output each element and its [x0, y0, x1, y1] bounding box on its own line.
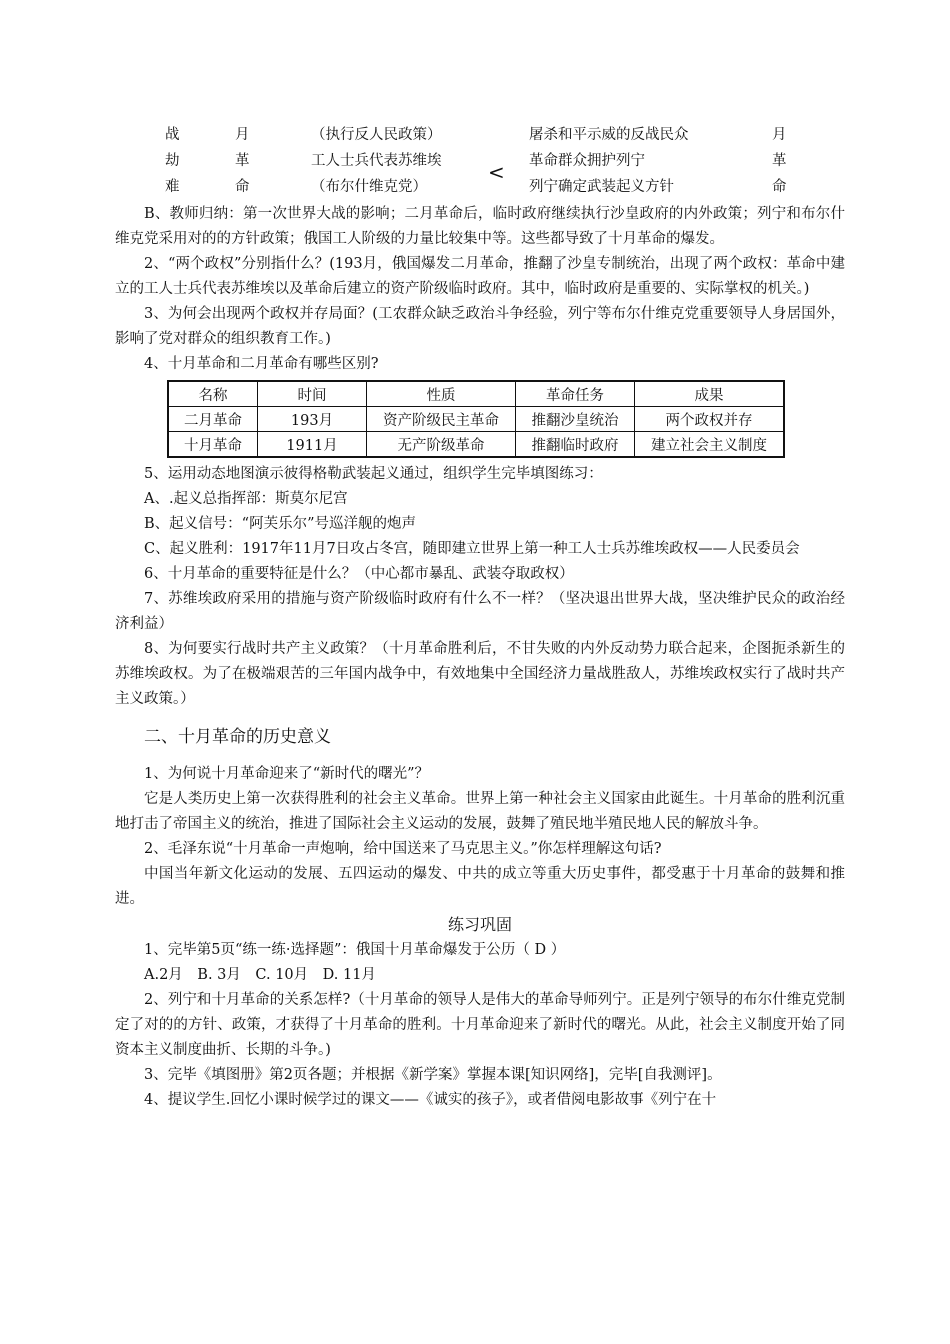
paragraph-item-a: A、.起义总指挥部：斯莫尔尼宫 [144, 491, 348, 507]
table-header-cell: 时间 [258, 381, 367, 407]
cause-diagram [115, 118, 845, 202]
diagram-col5-item: 月 [772, 127, 787, 143]
paragraph-sec2-question-2: 2、毛泽东说“十月革命一声炮响，给中国送来了马克思主义。”你怎样理解这句话? [144, 841, 662, 857]
paragraph-teacher-summary: B、教师归纳：第一次世界大战的影响；二月革命后，临时政府继续执行沙皇政府的内外政策；列宁和布尔什维克党采用对的的方针政策；俄国工人阶级的力量比较集中等。这些都导致了十月革命的爆发。 [115, 206, 845, 247]
paragraph-sec2-question-1: 1、为何说十月革命迎来了“新时代的曙光”？ [144, 766, 430, 782]
practice-heading: 练习巩固 [447, 915, 512, 934]
paragraph-item-b: B、起义信号：“阿芙乐尔”号巡洋舰的炮声 [144, 516, 416, 532]
section-2-heading: 二、十月革命的历史意义 [144, 727, 331, 747]
table-cell: 十月革命 [168, 432, 258, 458]
table-cell: 二月革命 [168, 407, 258, 432]
diagram-col4-item: 屠杀和平示威的反战民众 [529, 127, 689, 143]
paragraph-sec2-answer-1: 它是人类历史上第一次获得胜利的社会主义革命。世界上第一种社会主义国家由此诞生。十月革命的胜利沉重地打击了帝国主义的统治，推进了国际社会主义运动的发展，鼓舞了殖民地半殖民地人民的解放斗争。 [115, 791, 845, 832]
document-page [115, 118, 845, 1113]
paragraph-question-7: 7、苏维埃政府采用的措施与资产阶级临时政府有什么不一样？（坚决退出世界大战，坚决维护民众的政治经济利益） [115, 591, 845, 632]
table-cell: 推翻沙皇统治 [516, 407, 635, 432]
diagram-less-than-symbol: < [488, 160, 505, 184]
paragraph-practice-1: 1、完毕第5页“练一练·选择题”：俄国十月革命爆发于公历（ D ） [144, 942, 566, 958]
table-cell: 193月 [258, 407, 367, 432]
paragraph-practice-2: 2、列宁和十月革命的关系怎样?（十月革命的领导人是伟大的革命导师列宁。正是列宁领导的布尔什维克党制定了对的的方针、政策，才获得了十月革命的胜利。十月革命迎来了新时代的曙光。从此，社会主义制度开始了同资本主义制度曲折、长期的斗争。) [115, 992, 845, 1058]
diagram-col2-item: 革 [235, 153, 250, 169]
diagram-col3-item: （布尔什维克党） [311, 179, 427, 195]
paragraph-question-3: 3、为何会出现两个政权并存局面？(工农群众缺乏政治斗争经验，列宁等布尔什维克党重要领导人身居国外，影响了党对群众的组织教育工作。) [115, 306, 845, 347]
table-cell: 1911月 [258, 432, 367, 458]
diagram-col5-item: 命 [772, 179, 787, 195]
diagram-col4-item: 列宁确定武装起义方针 [529, 179, 674, 195]
diagram-col2-item: 月 [235, 127, 250, 143]
diagram-col2-item: 命 [235, 179, 250, 195]
revolution-comparison-table [167, 380, 785, 458]
table-cell: 无产阶级革命 [367, 432, 516, 458]
paragraph-practice-3: 3、完毕《填图册》第2页各题；并根据《新学案》掌握本课[知识网络]，完毕[自我测评]。 [144, 1067, 722, 1083]
table-cell: 资产阶级民主革命 [367, 407, 516, 432]
diagram-col3-item: （执行反人民政策） [311, 127, 442, 143]
diagram-col1-item: 难 [165, 179, 180, 195]
paragraph-item-c: C、起义胜利：1917年11月7日攻占冬宫，随即建立世界上第一种工人士兵苏维埃政权——人民委员会 [144, 541, 800, 557]
paragraph-question-5: 5、运用动态地图演示彼得格勒武装起义通过，组织学生完毕填图练习： [144, 466, 603, 482]
table-header-row [168, 381, 784, 407]
diagram-col4-item: 革命群众拥护列宁 [529, 153, 645, 169]
paragraph-practice-4: 4、提议学生.回忆小课时候学过的课文——《诚实的孩子》，或者借阅电影故事《列宁在十 [144, 1092, 717, 1108]
table-header-cell: 性质 [367, 381, 516, 407]
table-cell: 两个政权并存 [635, 407, 785, 432]
diagram-col1-item: 战 [165, 127, 180, 143]
paragraph-question-4: 4、十月革命和二月革命有哪些区别? [144, 356, 379, 372]
table-row [168, 432, 784, 458]
paragraph-question-8: 8、为何要实行战时共产主义政策？（十月革命胜利后，不甘失败的内外反动势力联合起来，企图扼杀新生的苏维埃政权。为了在极端艰苦的三年国内战争中，有效地集中全国经济力量战胜敌人，苏维埃政权实行了战时共产主义政策。） [115, 641, 845, 707]
paragraph-practice-options: A.2月 B. 3月 C. 10月 D. 11月 [144, 967, 376, 983]
paragraph-question-2: 2、“两个政权”分别指什么？(193月，俄国爆发二月革命，推翻了沙皇专制统治，出现了两个政权：革命中建立的工人士兵代表苏维埃以及革命后建立的资产阶级临时政府。其中，临时政府是重要的、实际掌权的机关。) [115, 256, 845, 297]
paragraph-question-6: 6、十月革命的重要特征是什么？（中心都市暴乱、武装夺取政权） [144, 566, 574, 582]
table-cell: 推翻临时政府 [516, 432, 635, 458]
diagram-col5-item: 革 [772, 153, 787, 169]
table-header-cell: 成果 [635, 381, 785, 407]
table-header-cell: 名称 [168, 381, 258, 407]
table-cell: 建立社会主义制度 [635, 432, 785, 458]
table-header-cell: 革命任务 [516, 381, 635, 407]
diagram-col1-item: 劫 [165, 153, 180, 169]
table-row [168, 407, 784, 432]
paragraph-sec2-answer-2: 中国当年新文化运动的发展、五四运动的爆发、中共的成立等重大历史事件，都受惠于十月革命的鼓舞和推进。 [115, 866, 845, 907]
diagram-col3-item: 工人士兵代表苏维埃 [311, 153, 442, 169]
